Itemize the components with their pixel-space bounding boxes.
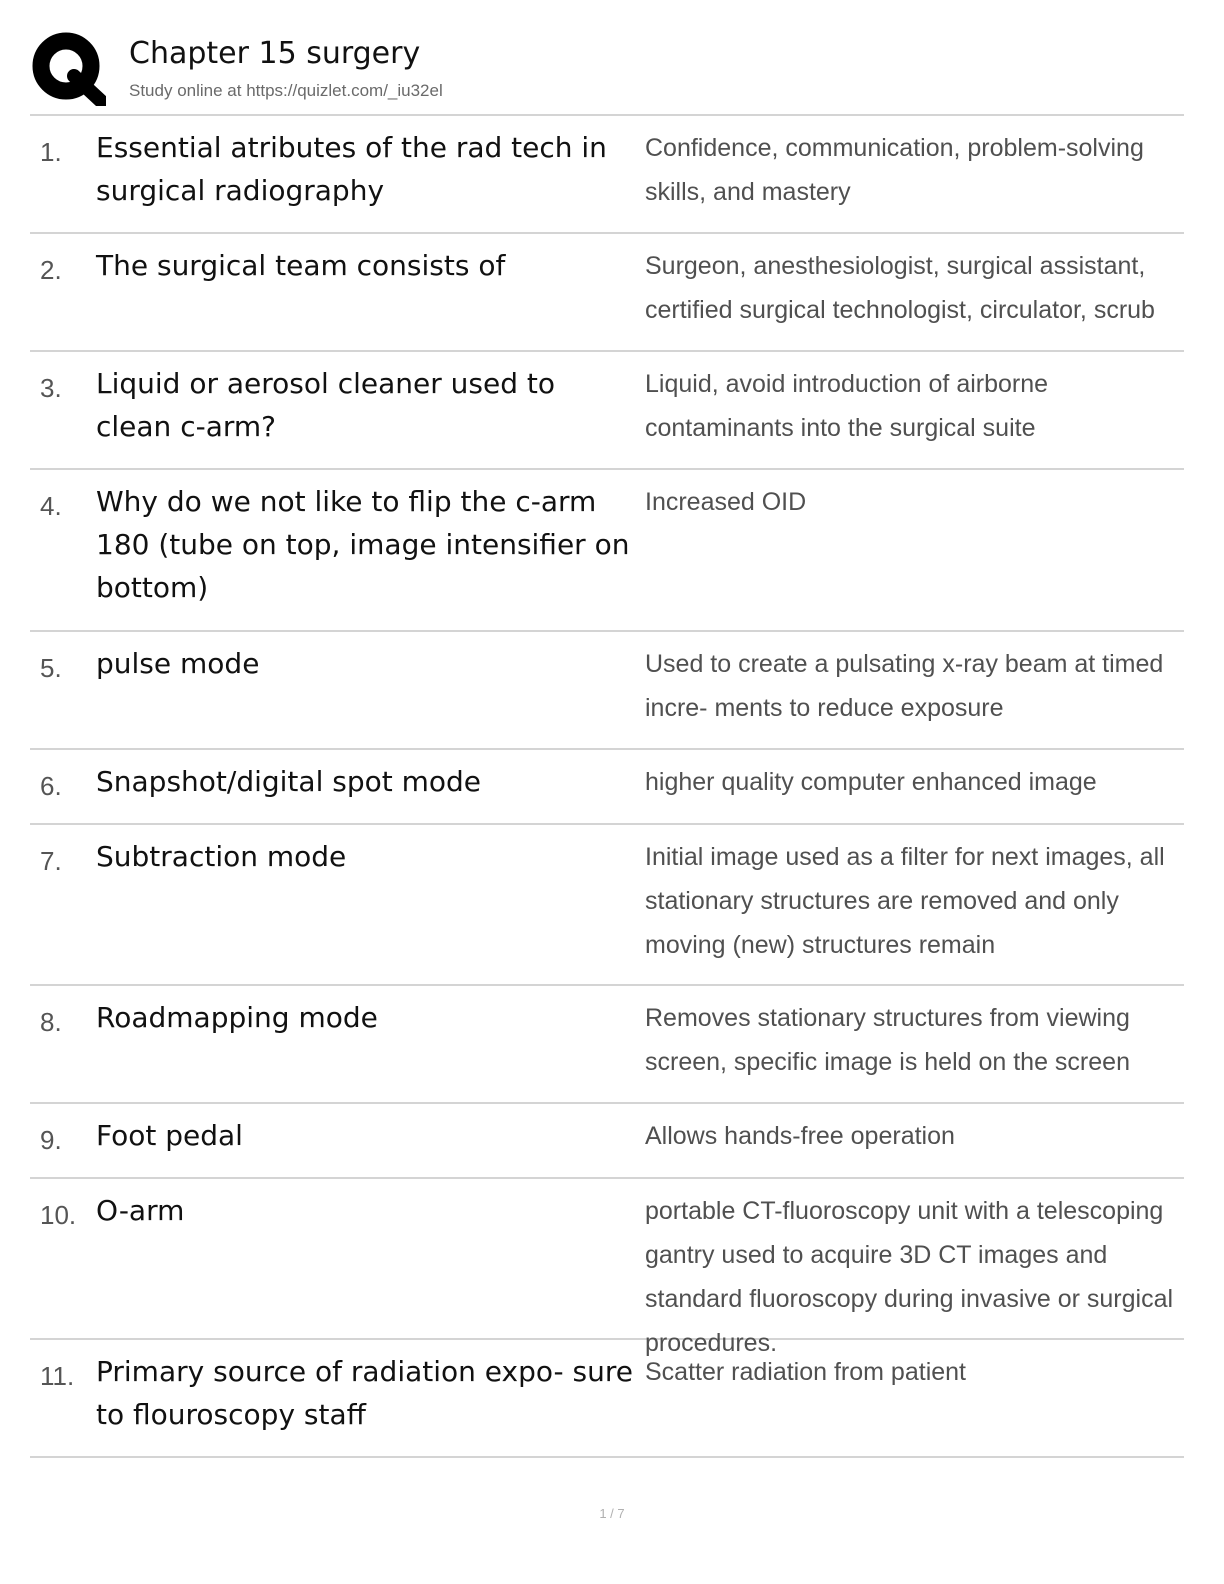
flashcard-row xyxy=(30,986,1184,1104)
flashcard-list xyxy=(30,116,1184,1458)
card-number: 4. xyxy=(40,491,62,521)
flashcard-row xyxy=(30,116,1184,234)
card-definition: Allows hands-free operation xyxy=(645,1122,955,1150)
flashcard-row xyxy=(30,234,1184,352)
flashcard-row xyxy=(30,750,1184,825)
flashcard-row xyxy=(30,632,1184,750)
card-definition: Scatter radiation from patient xyxy=(645,1358,966,1386)
card-number: 10. xyxy=(40,1200,77,1230)
card-number: 2. xyxy=(40,255,62,285)
card-term: The surgical team consists of xyxy=(96,249,506,282)
quizlet-logo-icon xyxy=(30,30,106,106)
card-term: Liquid or aerosol cleaner used to clean c-arm? xyxy=(96,367,555,443)
card-term: Foot pedal xyxy=(96,1119,243,1152)
flashcard-row xyxy=(30,1179,1184,1357)
card-number: 3. xyxy=(40,373,62,403)
card-number: 7. xyxy=(40,846,62,876)
card-term: O-arm xyxy=(96,1194,185,1227)
card-definition: Increased OID xyxy=(645,488,807,516)
page-header xyxy=(30,26,1184,116)
card-definition: Confidence, communication, problem-solving skills, and mastery xyxy=(645,134,1144,206)
flashcard-row xyxy=(30,1340,1184,1458)
card-number: 1. xyxy=(40,137,62,167)
card-number: 11. xyxy=(40,1361,75,1391)
card-term: Essential atributes of the rad tech in surgical radiography xyxy=(96,131,607,207)
card-term: Roadmapping mode xyxy=(96,1001,378,1034)
page-title: Chapter 15 surgery xyxy=(129,36,421,71)
card-number: 5. xyxy=(40,653,62,683)
card-term: Why do we not like to flip the c-arm 180 (tube on top, image intensifier on bottom) xyxy=(96,485,630,604)
card-definition: portable CT-fluoroscopy unit with a telescoping gantry used to acquire 3D CT images and standard fluoroscopy during invasive or surgical procedures. xyxy=(645,1197,1174,1357)
study-online-link[interactable]: Study online at https://quizlet.com/_iu32el xyxy=(129,81,443,100)
card-definition: higher quality computer enhanced image xyxy=(645,768,1097,796)
card-definition: Liquid, avoid introduction of airborne contaminants into the surgical suite xyxy=(645,370,1049,442)
card-term: pulse mode xyxy=(96,647,260,680)
flashcard-row xyxy=(30,825,1184,986)
card-number: 9. xyxy=(40,1125,62,1155)
card-definition: Removes stationary structures from viewing screen, specific image is held on the screen xyxy=(645,1004,1130,1076)
card-term: Subtraction mode xyxy=(96,840,347,873)
card-term: Snapshot/digital spot mode xyxy=(96,765,482,798)
card-definition: Initial image used as a filter for next images, all stationary structures are removed and only moving (new) structures remain xyxy=(645,843,1165,959)
flashcard-row xyxy=(30,352,1184,470)
card-number: 6. xyxy=(40,771,62,801)
flashcard-row xyxy=(30,1104,1184,1179)
card-term: Primary source of radiation expo- sure to flouroscopy staff xyxy=(96,1355,633,1431)
card-definition: Surgeon, anesthesiologist, surgical assistant, certified surgical technologist, circulator, scrub xyxy=(645,252,1155,324)
card-definition: Used to create a pulsating x-ray beam at timed incre- ments to reduce exposure xyxy=(645,650,1164,722)
page-number: 1 / 7 xyxy=(599,1506,625,1521)
flashcard-row xyxy=(30,470,1184,632)
card-number: 8. xyxy=(40,1007,62,1037)
